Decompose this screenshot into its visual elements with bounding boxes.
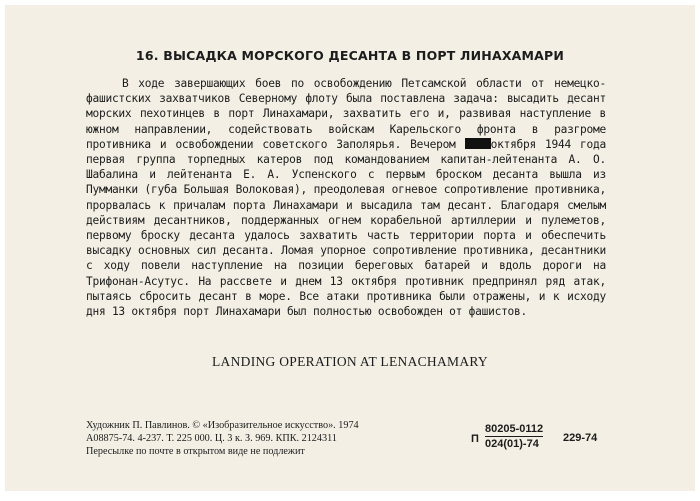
catalog-denominator: 024(01)-74 (485, 438, 539, 450)
english-caption: LANDING OPERATION AT LENACHAMARY (212, 354, 488, 369)
catalog-fraction (485, 423, 543, 450)
imprint-line-postal-note: Пересылке по почте в открытом виде не подлежит (86, 446, 305, 457)
body-paragraph (86, 76, 606, 319)
catalog-numerator: 80205-0112 (485, 423, 544, 435)
imprint-line-codes: А08875-74. 4-237. Т. 225 000. Ц. 3 к. З. 969. КПК. 2124311 (86, 433, 337, 444)
catalog-suffix: 229-74 (563, 432, 598, 444)
redaction-mark (465, 138, 491, 149)
body-text-part-2: октября 1944 года первая группа торпедных катеров под командованием капитан-лейтенанта А. О. Шабалина и лейтенанта Е. А. Успенского с первым броском десанта вышла из Пумманки (губа Большая Волоковая), преодолевая огневое сопротивление противника, прорвалась к причалам порта Линахамари и высадила там десант. Благодаря смелым действиям десантников, поддержанных огнем корабельной артиллерии и пулеметов, первому броску десанта удалось захватить часть территории порта и обеспечить высадку основных сил десанта. Ломая упорное сопротивление противника, десантники с ходу повели наступление на позиции береговых батарей и вдоль дороги на Трифонан-Асутус. На рассвете и днем 13 октября противник предпринял ряд атак, пытаясь сбросить десант в море. Все атаки противника были отражены, и к исходу дня 13 октября порт Линахамари был полностью освобожден от фашистов. (86, 137, 606, 319)
imprint-line-artist: Художник П. Павлинов. © «Изобразительное искусство». 1974 (86, 420, 359, 431)
catalog-letter: П (471, 433, 479, 445)
imprint-block (86, 419, 486, 458)
postcard-back (5, 5, 695, 491)
document-title: 16. ВЫСАДКА МОРСКОГО ДЕСАНТА В ПОРТ ЛИНАХАМАРИ (135, 48, 565, 63)
body-text-part-1: В ходе завершающих боев по освобождению Петсамской области от немецко-фашистских захватчиков Северному флоту была поставлена задача: высадить десант морских пехотинцев в порт Линахамари, захватить его и, развивая наступление в южном направлении, содействовать войскам Карельского фронта в разгроме противника и освобождении советского Заполярья. Вечером (86, 77, 606, 151)
